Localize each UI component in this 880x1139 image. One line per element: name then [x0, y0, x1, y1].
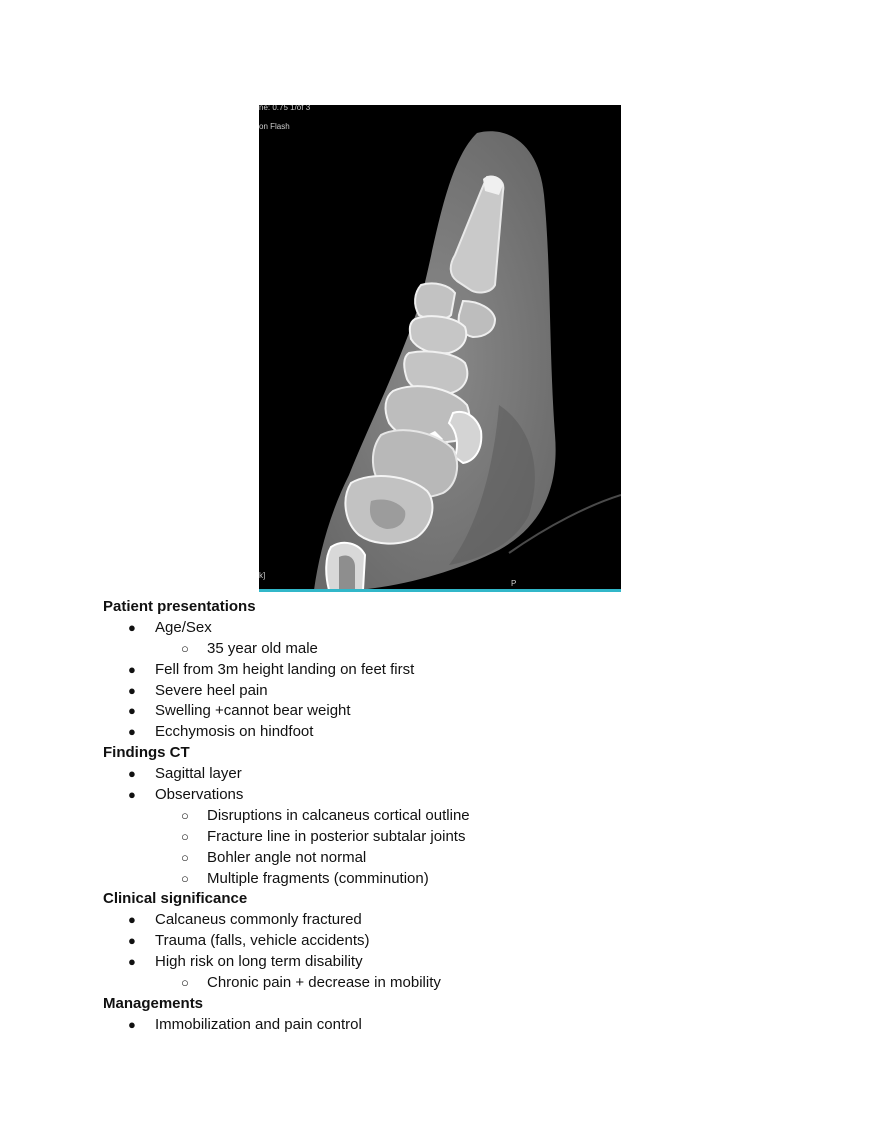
- bullet-icon: ●: [128, 933, 136, 949]
- list-item: ● Calcaneus commonly fractured: [103, 910, 803, 931]
- section-heading: Managements: [103, 994, 204, 1012]
- list-item: ● Trauma (falls, vehicle accidents): [103, 931, 803, 952]
- sub-list-item: ○ Disruptions in calcaneus cortical outline: [103, 806, 803, 827]
- bullet-icon: ●: [128, 766, 136, 782]
- bullet-icon: ●: [128, 703, 136, 719]
- list-item: ● Age/Sex: [103, 618, 803, 639]
- list-item: ● Fell from 3m height landing on feet first: [103, 660, 803, 681]
- section-heading: Findings CT: [103, 744, 190, 762]
- image-underline: [259, 589, 621, 592]
- list-item: ● Swelling +cannot bear weight: [103, 701, 803, 722]
- ct-overlay-text-bottom-right: P: [511, 579, 517, 588]
- sub-list-item: ○ Bohler angle not normal: [103, 848, 803, 869]
- bullet-icon: ●: [128, 1016, 136, 1032]
- hollow-bullet-icon: ○: [181, 975, 189, 991]
- list-item: ● Sagittal layer: [103, 764, 803, 785]
- ct-overlay-text-bottom-left: k]: [259, 571, 266, 580]
- hollow-bullet-icon: ○: [181, 807, 189, 823]
- sub-list-item: ○ Fracture line in posterior subtalar joints: [103, 827, 803, 848]
- section-heading: Patient presentations: [103, 598, 256, 615]
- bullet-icon: ●: [128, 661, 136, 677]
- list-item: ● Ecchymosis on hindfoot: [103, 722, 803, 743]
- ct-overlay-text-top-1: ne: 0.75 1/of 3: [259, 105, 311, 112]
- foot-ct-illustration: [259, 105, 621, 590]
- hollow-bullet-icon: ○: [181, 849, 189, 865]
- list-item: ● High risk on long term disability: [103, 952, 803, 973]
- bullet-icon: ●: [128, 619, 136, 635]
- bullet-icon: ●: [128, 954, 136, 970]
- notes-outline: [103, 597, 803, 1036]
- section-heading: Clinical significance: [103, 890, 248, 908]
- bullet-icon: ●: [128, 724, 136, 740]
- hollow-bullet-icon: ○: [181, 828, 189, 844]
- list-item: ● Immobilization and pain control: [103, 1015, 803, 1036]
- bullet-icon: ●: [128, 682, 136, 698]
- sub-list-item: ○ 35 year old male: [103, 639, 803, 660]
- list-item: ● Severe heel pain: [103, 681, 803, 702]
- ct-scan-image: [259, 105, 621, 590]
- bullet-icon: ●: [128, 912, 136, 928]
- bullet-icon: ●: [128, 787, 136, 803]
- ct-overlay-text-top-2: on Flash: [259, 122, 290, 131]
- list-item: ● Observations: [103, 785, 803, 806]
- sub-list-item: ○ Multiple fragments (comminution): [103, 869, 803, 890]
- hollow-bullet-icon: ○: [181, 870, 189, 886]
- sub-list-item: ○ Chronic pain + decrease in mobility: [103, 973, 803, 994]
- hollow-bullet-icon: ○: [181, 640, 189, 656]
